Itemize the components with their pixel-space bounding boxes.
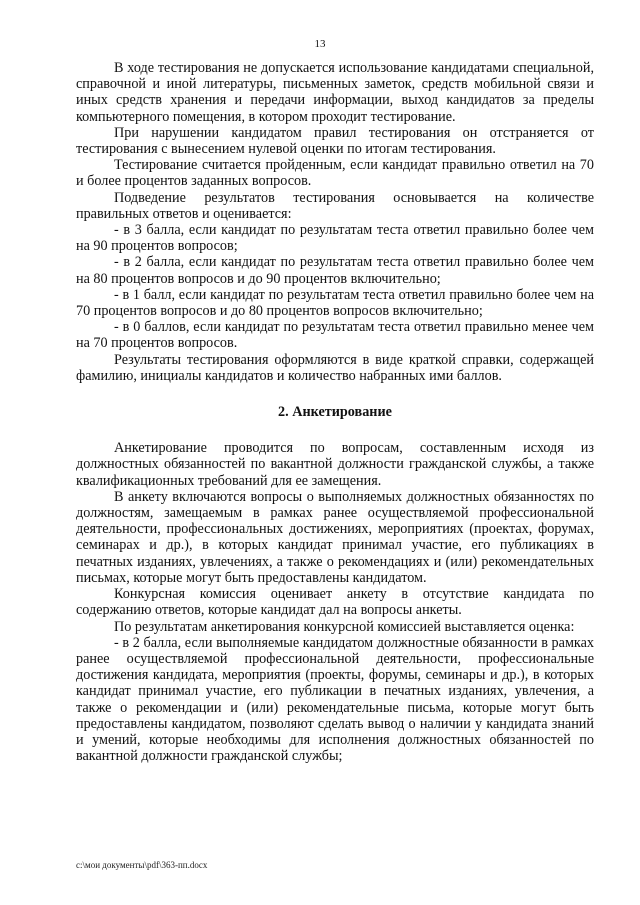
paragraph: В анкету включаются вопросы о выполняемых должностных обязанностях по должностям, замещаемым в рамках ранее осуществляемой профессиональной деятельности, профессиональных достижениях, мероприятиях (проектах, форумах, семинарах и др.), в которых кандидат принимал участие, его публикациях в печатных изданиях, увлечениях, а также о рекомендациях и (или) рекомендательных письмах, которые могут быть предоставлены кандидатом. [76,488,594,586]
paragraph: Результаты тестирования оформляются в виде краткой справки, содержащей фамилию, инициалы кандидатов и количество набранных ими баллов. [76,351,594,384]
paragraph: Анкетирование проводится по вопросам, составленным исходя из должностных обязанностей по вакантной должности гражданской службы, а также квалификационных требований для ее замещения. [76,440,594,489]
list-item: - в 1 балл, если кандидат по результатам теста ответил правильно более чем на 70 процентов вопросов и до 80 процентов вопросов включительно; [76,286,594,320]
footer-file-path: c:\мои документы\pdf\363-пп.docx [76,860,208,870]
page-number: 13 [314,38,326,50]
section-heading: 2. Анкетирование [278,404,392,421]
list-item: - в 2 балла, если кандидат по результатам теста ответил правильно более чем на 80 процентов вопросов и до 90 процентов включительно; [76,254,594,287]
list-item: - в 3 балла, если кандидат по результатам теста ответил правильно более чем на 90 процентов вопросов; [76,222,594,255]
paragraph: Тестирование считается пройденным, если кандидат правильно ответил на 70 и более процентов заданных вопросов. [76,157,594,190]
list-item: - в 2 балла, если выполняемые кандидатом должностные обязанности в рамках ранее осуществляемой профессиональной деятельности, профессиональные достижения кандидата, мероприятия (проекты, форумы, семинары и др.), в которых кандидат принимал участие, его публикации в печатных изданиях, увлечения, а также о рекомендации и (или) рекомендательные письма, которые могут быть предоставлены кандидатом, позволяют сделать вывод о наличии у кандидата знаний и умений, которые необходимы для исполнения должностных обязанностей по вакантной должности гражданской службы; [76,634,594,765]
paragraph: По результатам анкетирования конкурсной комиссией выставляется оценка: [114,618,575,635]
paragraph: Конкурсная комиссия оценивает анкету в отсутствие кандидата по содержанию ответов, которые кандидат дал на вопросы анкеты. [76,586,594,619]
paragraph: В ходе тестирования не допускается использование кандидатами специальной, справочной и иной литературы, письменных заметок, средств мобильной связи и иных средств хранения и передачи информации, выход кандидатов за пределы компьютерного помещения, в котором проходит тестирование. [76,60,594,125]
paragraph: Подведение результатов тестирования основывается на количестве правильных ответов и оценивается: [76,189,594,222]
list-item: - в 0 баллов, если кандидат по результатам теста ответил правильно менее чем на 70 процентов вопросов. [76,319,594,352]
paragraph: При нарушении кандидатом правил тестирования он отстраняется от тестирования с вынесением нулевой оценки по итогам тестирования. [76,124,594,158]
page-content [76,60,594,764]
